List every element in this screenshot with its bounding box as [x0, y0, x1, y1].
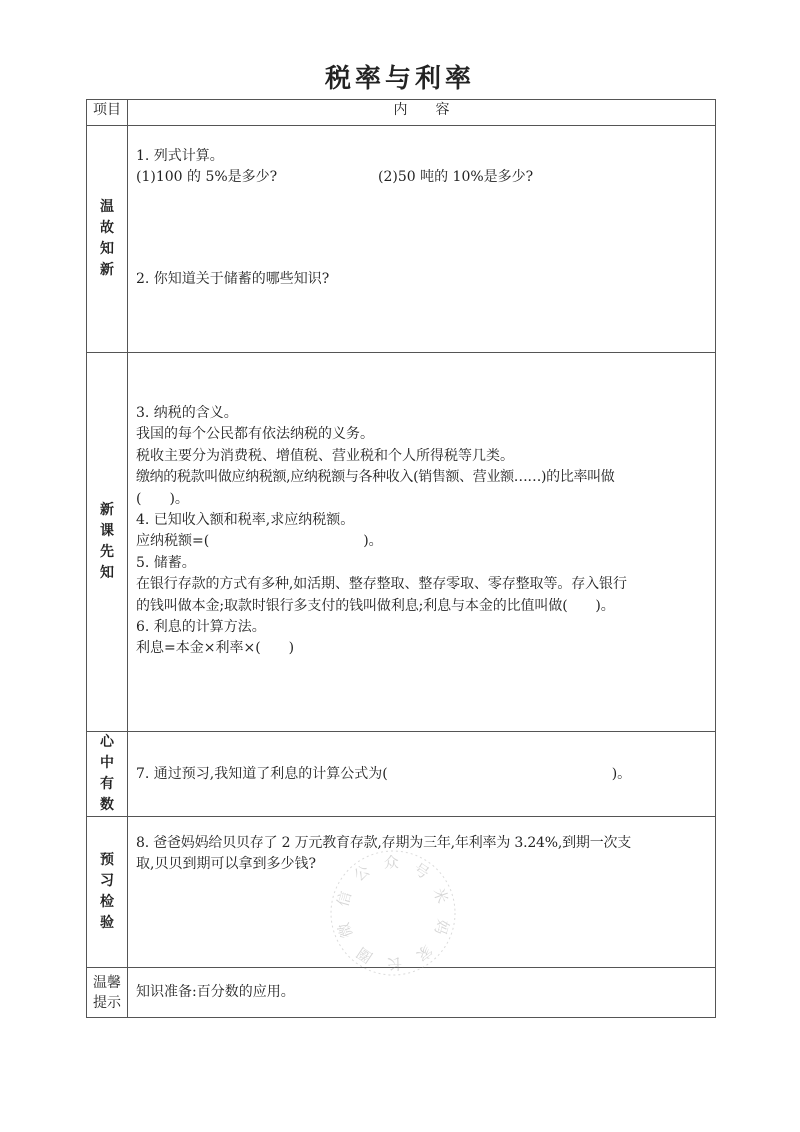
text-line: 的钱叫做本金;取款时银行多支付的钱叫做利息;利息与本金的比值叫做( )。: [136, 597, 615, 614]
section-new: [87, 353, 716, 732]
tips-text: 知识准备:百分数的应用。: [136, 984, 295, 1000]
watermark-char: 圈: [353, 943, 376, 967]
question-7: 7. 通过预习,我知道了利息的计算公式为( )。: [136, 765, 632, 782]
question-1-title: 1. 列式计算。: [136, 148, 224, 164]
question-1b: (2)50 吨的 10%是多少?: [378, 169, 534, 185]
question-8-line2: 取,贝贝到期可以拿到多少钱?: [136, 856, 316, 872]
watermark-char: 妈: [430, 917, 453, 937]
section-label: 温馨提示: [93, 974, 121, 1011]
section-review: [87, 126, 716, 353]
watermark-char: 长: [386, 954, 403, 973]
text-line: ( )。: [136, 490, 189, 507]
text-line: 缴纳的税款叫做应纳税额,应纳税额与各种收入(销售额、营业额……)的比率叫做: [136, 469, 615, 486]
question-2: 2. 你知道关于储蓄的哪些知识?: [136, 271, 330, 287]
text-line: 6. 利息的计算方法。: [136, 619, 266, 636]
watermark-char: 信: [333, 889, 356, 909]
watermark-char: 家: [412, 941, 436, 965]
text-line: 3. 纳税的含义。: [136, 405, 238, 421]
text-line: 在银行存款的方式有多种,如活期、整存整取、整存零取、零存整取等。存入银行: [136, 576, 627, 593]
worksheet-table: [86, 99, 716, 1018]
section-label: 新课先知: [100, 502, 114, 581]
header-row: [87, 100, 716, 126]
watermark-char: 米: [429, 885, 452, 906]
text-line: 利息=本金×利率×( ): [136, 640, 295, 657]
watermark-char: 众: [383, 853, 400, 872]
watermark-char: 微: [334, 920, 357, 941]
header-content: 内 容: [128, 100, 716, 126]
section-label: 心中有数: [100, 734, 114, 813]
text-line: 税收主要分为消费税、增值税、营业税和个人所得税等几类。: [136, 447, 514, 464]
section-label: 温故知新: [100, 199, 114, 278]
question-8-line1: 8. 爸爸妈妈给贝贝存了 2 万元教育存款,存期为三年,年利率为 3.24%,到期一次支: [136, 835, 632, 851]
watermark-char: 号: [410, 859, 433, 883]
section-check: [87, 817, 716, 968]
text-line: 应纳税额=( )。: [136, 533, 383, 550]
text-line: 5. 储蓄。: [136, 554, 196, 571]
section-label: 预习检验: [100, 852, 114, 931]
section-mind: [87, 732, 716, 817]
section-tips: [87, 968, 716, 1018]
watermark-char: 公: [350, 861, 374, 885]
text-line: 4. 已知收入额和税率,求应纳税额。: [136, 512, 355, 529]
text-line: 我国的每个公民都有依法纳税的义务。: [136, 426, 374, 443]
header-item: 项目: [87, 100, 128, 126]
page-title: 税率与利率: [324, 64, 475, 94]
question-1a: (1)100 的 5%是多少?: [136, 169, 278, 185]
